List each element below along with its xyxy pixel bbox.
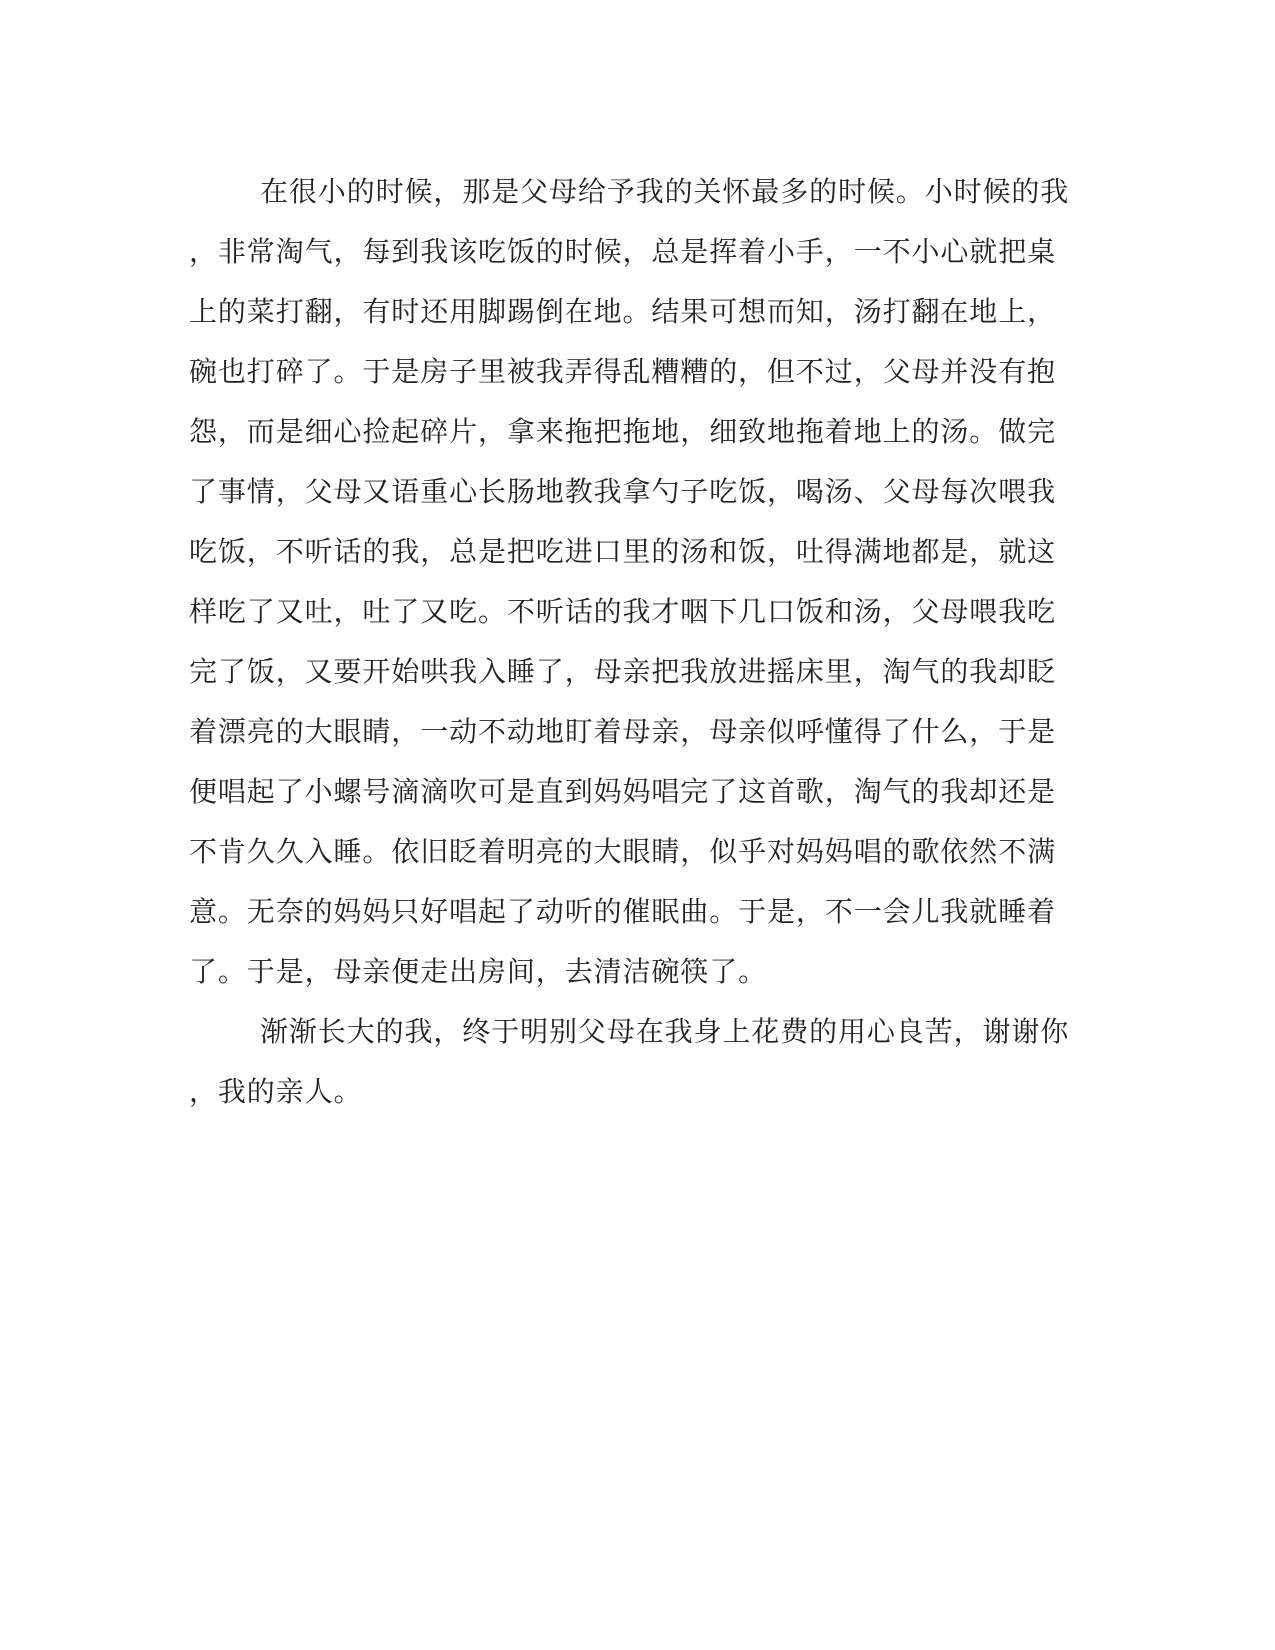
text-line: 渐渐长大的我，终于明别父母在我身上花费的用心良苦，谢谢你 (260, 1015, 1070, 1048)
text-line: ，非常淘气，每到我该吃饭的时候，总是挥着小手，一不小心就把桌 (189, 235, 1057, 268)
text-line: 不肯久久入睡。依旧眨着明亮的大眼睛，似乎对妈妈唱的歌依然不满 (189, 835, 1057, 868)
text-line: 了。于是，母亲便走出房间，去清洁碗筷了。 (189, 955, 768, 988)
text-line: 在很小的时候，那是父母给予我的关怀最多的时候。小时候的我 (260, 175, 1070, 208)
text-line: 便唱起了小螺号滴滴吹可是直到妈妈唱完了这首歌，淘气的我却还是 (189, 775, 1057, 808)
text-line: 上的菜打翻，有时还用脚踢倒在地。结果可想而知，汤打翻在地上， (189, 295, 1057, 328)
text-line: 吃饭，不听话的我，总是把吃进口里的汤和饭，吐得满地都是，就这 (189, 535, 1057, 568)
paragraph-childhood (189, 162, 1079, 1002)
text-line: 了事情，父母又语重心长肠地教我拿勺子吃饭，喝汤、父母每次喂我 (189, 475, 1057, 508)
text-line: 碗也打碎了。于是房子里被我弄得乱糟糟的，但不过，父母并没有抱 (189, 355, 1057, 388)
document-body (189, 162, 1079, 1122)
paragraph-growing-up (189, 1002, 1079, 1122)
text-line: 完了饭，又要开始哄我入睡了，母亲把我放进摇床里，淘气的我却眨 (189, 655, 1057, 688)
text-line: 着漂亮的大眼睛，一动不动地盯着母亲，母亲似呼懂得了什么，于是 (189, 715, 1057, 748)
text-line: 怨，而是细心捡起碎片，拿来拖把拖地，细致地拖着地上的汤。做完 (189, 415, 1057, 448)
text-line: ，我的亲人。 (189, 1075, 363, 1108)
text-line: 样吃了又吐，吐了又吃。不听话的我才咽下几口饭和汤，父母喂我吃 (189, 595, 1057, 628)
text-line: 意。无奈的妈妈只好唱起了动听的催眠曲。于是，不一会儿我就睡着 (189, 895, 1057, 928)
